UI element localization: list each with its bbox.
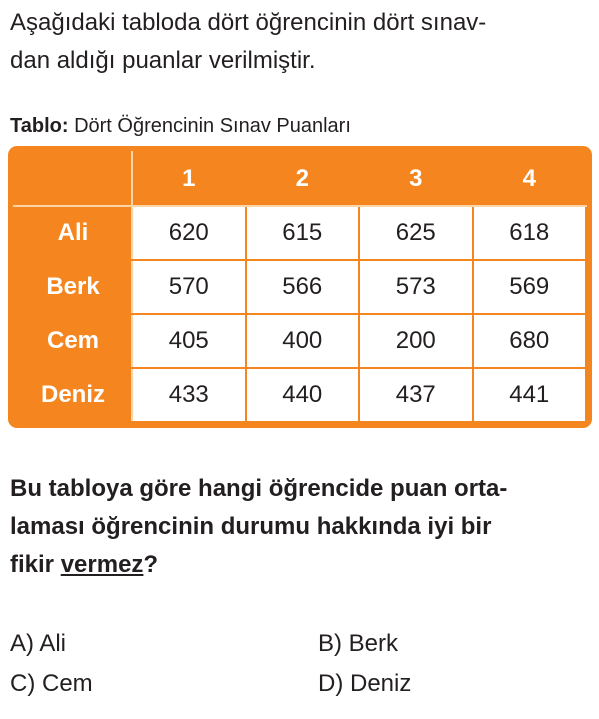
- score-cell: 573: [359, 260, 473, 314]
- table-row: [14, 206, 586, 260]
- score-table-frame: [8, 146, 592, 428]
- score-cell: 615: [246, 206, 360, 260]
- option-letter: B): [318, 630, 342, 657]
- score-cell: 566: [246, 260, 360, 314]
- intro-line-1: Aşağıdaki tabloda dört öğrencinin dört sınav-: [10, 9, 487, 36]
- question-negation-underlined: vermez: [60, 551, 144, 578]
- table-caption: [10, 112, 351, 140]
- table-header-row: [14, 152, 586, 206]
- caption-text: Dört Öğrencinin Sınav Puanları: [74, 115, 351, 137]
- column-header: 1: [132, 152, 246, 206]
- intro-text: [10, 4, 590, 80]
- score-table: [13, 151, 587, 423]
- score-cell: 437: [359, 368, 473, 422]
- question-line-3: [10, 546, 590, 584]
- score-cell: 440: [246, 368, 360, 422]
- option-text: Cem: [42, 670, 93, 697]
- score-cell: 441: [473, 368, 587, 422]
- option-b[interactable]: [318, 628, 398, 660]
- score-cell: 200: [359, 314, 473, 368]
- caption-label: Tablo:: [10, 115, 69, 137]
- option-letter: D): [318, 670, 344, 697]
- student-name-cell: Berk: [14, 260, 132, 314]
- score-cell: 680: [473, 314, 587, 368]
- option-d[interactable]: [318, 668, 411, 700]
- table-row: [14, 314, 586, 368]
- score-cell: 400: [246, 314, 360, 368]
- intro-line-2: dan aldığı puanlar verilmiştir.: [10, 47, 316, 74]
- score-cell: 625: [359, 206, 473, 260]
- score-cell: 570: [132, 260, 246, 314]
- score-cell: 405: [132, 314, 246, 368]
- option-text: Ali: [39, 630, 67, 657]
- column-header: 2: [246, 152, 360, 206]
- student-name-cell: Cem: [14, 314, 132, 368]
- option-c[interactable]: [10, 668, 93, 700]
- option-letter: C): [10, 670, 36, 697]
- question-mark: ?: [143, 551, 159, 578]
- question-line-2: laması öğrencinin durumu hakkında iyi bir: [10, 513, 492, 540]
- question-line-3-start: fikir: [10, 551, 61, 578]
- score-cell: 620: [132, 206, 246, 260]
- student-name-cell: Deniz: [14, 368, 132, 422]
- option-letter: A): [10, 630, 34, 657]
- table-row: [14, 260, 586, 314]
- student-name-cell: Ali: [14, 206, 132, 260]
- score-cell: 433: [132, 368, 246, 422]
- column-header: 3: [359, 152, 473, 206]
- column-header: 4: [473, 152, 587, 206]
- question-line-1: Bu tabloya göre hangi öğrencide puan orta-: [10, 475, 508, 502]
- table-row: [14, 368, 586, 422]
- score-cell: 569: [473, 260, 587, 314]
- option-text: Deniz: [350, 670, 412, 697]
- option-a[interactable]: [10, 628, 66, 660]
- header-corner-cell: [14, 152, 132, 206]
- question-text: [10, 470, 590, 584]
- score-cell: 618: [473, 206, 587, 260]
- option-text: Berk: [348, 630, 399, 657]
